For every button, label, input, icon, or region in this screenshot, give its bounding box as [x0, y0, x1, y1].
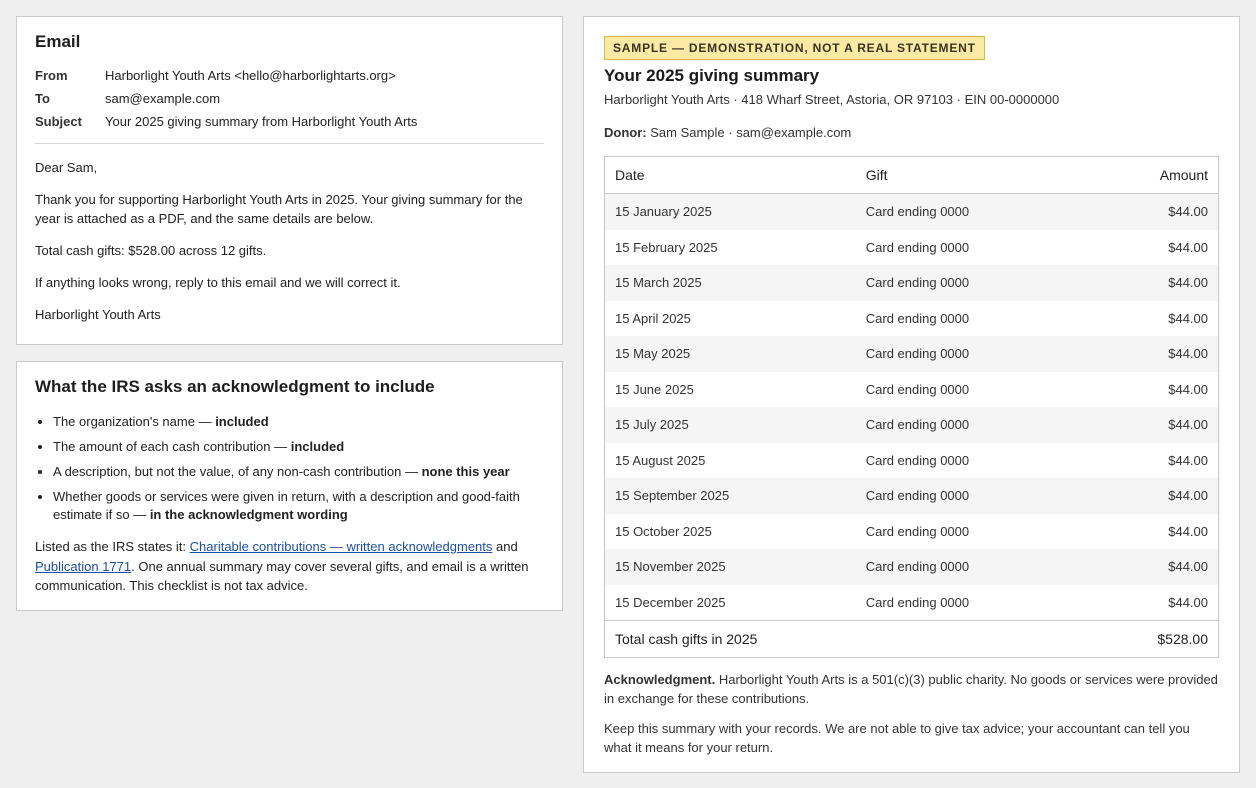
irs-source-note — [35, 537, 544, 596]
note-mid: and — [492, 539, 518, 554]
cell-date: 15 April 2025 — [615, 310, 691, 326]
cell-amount: $44.00 — [1086, 478, 1219, 514]
table-row — [605, 194, 1219, 230]
donor-line — [604, 124, 1219, 142]
cell-amount: $44.00 — [1086, 549, 1219, 585]
cell-date: 15 July 2025 — [605, 407, 856, 443]
table-row — [605, 478, 1219, 514]
cell-date: 15 August 2025 — [615, 452, 706, 468]
email-greeting: Dear Sam, — [35, 160, 98, 175]
publication-1771-link[interactable]: Publication 1771 — [35, 558, 132, 574]
cell-date: 15 May 2025 — [605, 336, 856, 372]
column-header-gift: Gift — [856, 157, 1086, 194]
checklist-item — [53, 438, 544, 456]
cell-date: 15 December 2025 — [615, 594, 726, 610]
email-panel — [16, 16, 563, 345]
cell-gift: Card ending 0000 — [865, 523, 970, 539]
cell-amount: $44.00 — [1168, 239, 1208, 255]
note-prefix: Listed as the IRS states it: — [35, 539, 190, 554]
email-total-line: Total cash gifts: $528.00 across 12 gifts. — [35, 243, 267, 258]
table-row — [605, 514, 1219, 550]
donor-value: Sam Sample · sam@example.com — [646, 125, 852, 140]
to-value: sam@example.com — [105, 91, 221, 106]
cell-gift: Card ending 0000 — [856, 194, 1086, 230]
cell-gift: Card ending 0000 — [856, 407, 1086, 443]
email-body — [35, 158, 544, 324]
to-label: To — [35, 91, 50, 106]
table-header-row — [605, 157, 1219, 194]
records-note: Keep this summary with your records. We are not able to give tax advice; your accountant can tell you what it means for your return. — [604, 721, 1190, 755]
total-row — [605, 621, 1219, 658]
cell-date: 15 March 2025 — [605, 265, 856, 301]
donor-label: Donor: — [604, 125, 647, 140]
cell-gift: Card ending 0000 — [856, 478, 1086, 514]
table-row — [605, 265, 1219, 301]
table-row — [605, 585, 1219, 621]
table-row — [605, 301, 1219, 337]
table-row — [605, 230, 1219, 266]
cell-amount: $44.00 — [1086, 265, 1219, 301]
cell-date: 15 June 2025 — [615, 381, 694, 397]
note-suffix: . One annual summary may cover several gifts, and email is a written communication. This checklist is not tax advice. — [35, 558, 529, 593]
email-headers — [35, 68, 544, 130]
from-value: Harborlight Youth Arts <hello@harborlightarts.org> — [105, 68, 396, 83]
table-row — [605, 443, 1219, 479]
cell-amount: $44.00 — [1168, 523, 1208, 539]
cell-gift: Card ending 0000 — [856, 265, 1086, 301]
statement-title: Your 2025 giving summary — [604, 66, 820, 85]
total-label: Total cash gifts in 2025 — [605, 621, 1086, 658]
email-paragraph: Thank you for supporting Harborlight Youth Arts in 2025. Your giving summary for the year is attached as a PDF, and the same details are below. — [35, 192, 523, 226]
irs-checklist-panel — [16, 361, 563, 611]
subject-label: Subject — [35, 114, 82, 129]
checklist-item — [53, 463, 544, 481]
checklist-item-status: none this year — [421, 464, 510, 479]
cell-date: 15 January 2025 — [605, 194, 856, 230]
cell-gift: Card ending 0000 — [856, 549, 1086, 585]
email-divider — [35, 143, 544, 144]
checklist-item — [53, 488, 544, 524]
cell-gift: Card ending 0000 — [865, 310, 970, 326]
written-acknowledgments-link[interactable]: Charitable contributions — written acknowledgments — [189, 539, 493, 554]
cell-amount: $44.00 — [1168, 310, 1208, 326]
cell-gift: Card ending 0000 — [865, 381, 970, 397]
table-row — [605, 407, 1219, 443]
email-panel-title: Email — [35, 32, 81, 51]
irs-panel-title: What the IRS asks an acknowledgment to include — [35, 377, 435, 396]
checklist-item-text: A description, but not the value, of any non-cash contribution — — [53, 464, 422, 479]
organization-line: Harborlight Youth Arts · 418 Wharf Street, Astoria, OR 97103 · EIN 00-0000000 — [604, 92, 1060, 107]
cell-gift: Card ending 0000 — [865, 452, 970, 468]
cell-gift: Card ending 0000 — [856, 336, 1086, 372]
cell-amount: $44.00 — [1168, 452, 1208, 468]
irs-checklist — [35, 413, 544, 524]
table-row — [605, 336, 1219, 372]
cell-date: 15 February 2025 — [615, 239, 718, 255]
checklist-item-status: in the acknowledgment wording — [149, 507, 348, 522]
acknowledgment-body: Harborlight Youth Arts is a 501(c)(3) public charity. No goods or services were provided in exchange for these contributions. — [604, 672, 1218, 706]
gifts-table — [604, 156, 1219, 658]
cell-amount: $44.00 — [1086, 407, 1219, 443]
email-paragraph: If anything looks wrong, reply to this email and we will correct it. — [35, 275, 401, 290]
cell-amount: $44.00 — [1168, 594, 1208, 610]
checklist-item-status: included — [215, 414, 269, 429]
checklist-item-text: The amount of each cash contribution — — [53, 439, 291, 454]
cell-date: 15 October 2025 — [615, 523, 712, 539]
cell-amount: $44.00 — [1168, 381, 1208, 397]
checklist-item-text: The organization's name — — [53, 414, 216, 429]
cell-date: 15 November 2025 — [605, 549, 856, 585]
column-header-date: Date — [605, 157, 856, 194]
column-header-amount: Amount — [1086, 157, 1219, 194]
total-value: $528.00 — [1086, 621, 1219, 658]
subject-value: Your 2025 giving summary from Harborlight Youth Arts — [105, 114, 418, 129]
cell-amount: $44.00 — [1086, 194, 1219, 230]
cell-gift: Card ending 0000 — [865, 594, 970, 610]
checklist-item-status: included — [290, 439, 345, 454]
checklist-item — [53, 413, 544, 431]
cell-date: 15 September 2025 — [605, 478, 856, 514]
table-row — [605, 549, 1219, 585]
checklist-item-text: Whether goods or services were given in return, with a description and good-faith estimate if so — — [53, 489, 520, 522]
cell-gift: Card ending 0000 — [865, 239, 970, 255]
acknowledgment-label: Acknowledgment. — [604, 672, 716, 687]
statement-panel — [583, 16, 1240, 773]
email-signature: Harborlight Youth Arts — [35, 307, 161, 322]
sample-banner: SAMPLE — DEMONSTRATION, NOT A REAL STATEMENT — [604, 36, 985, 60]
table-row — [605, 372, 1219, 408]
acknowledgment-text — [604, 670, 1219, 708]
from-label: From — [35, 68, 68, 83]
cell-amount: $44.00 — [1086, 336, 1219, 372]
gift-rows — [605, 194, 1219, 621]
